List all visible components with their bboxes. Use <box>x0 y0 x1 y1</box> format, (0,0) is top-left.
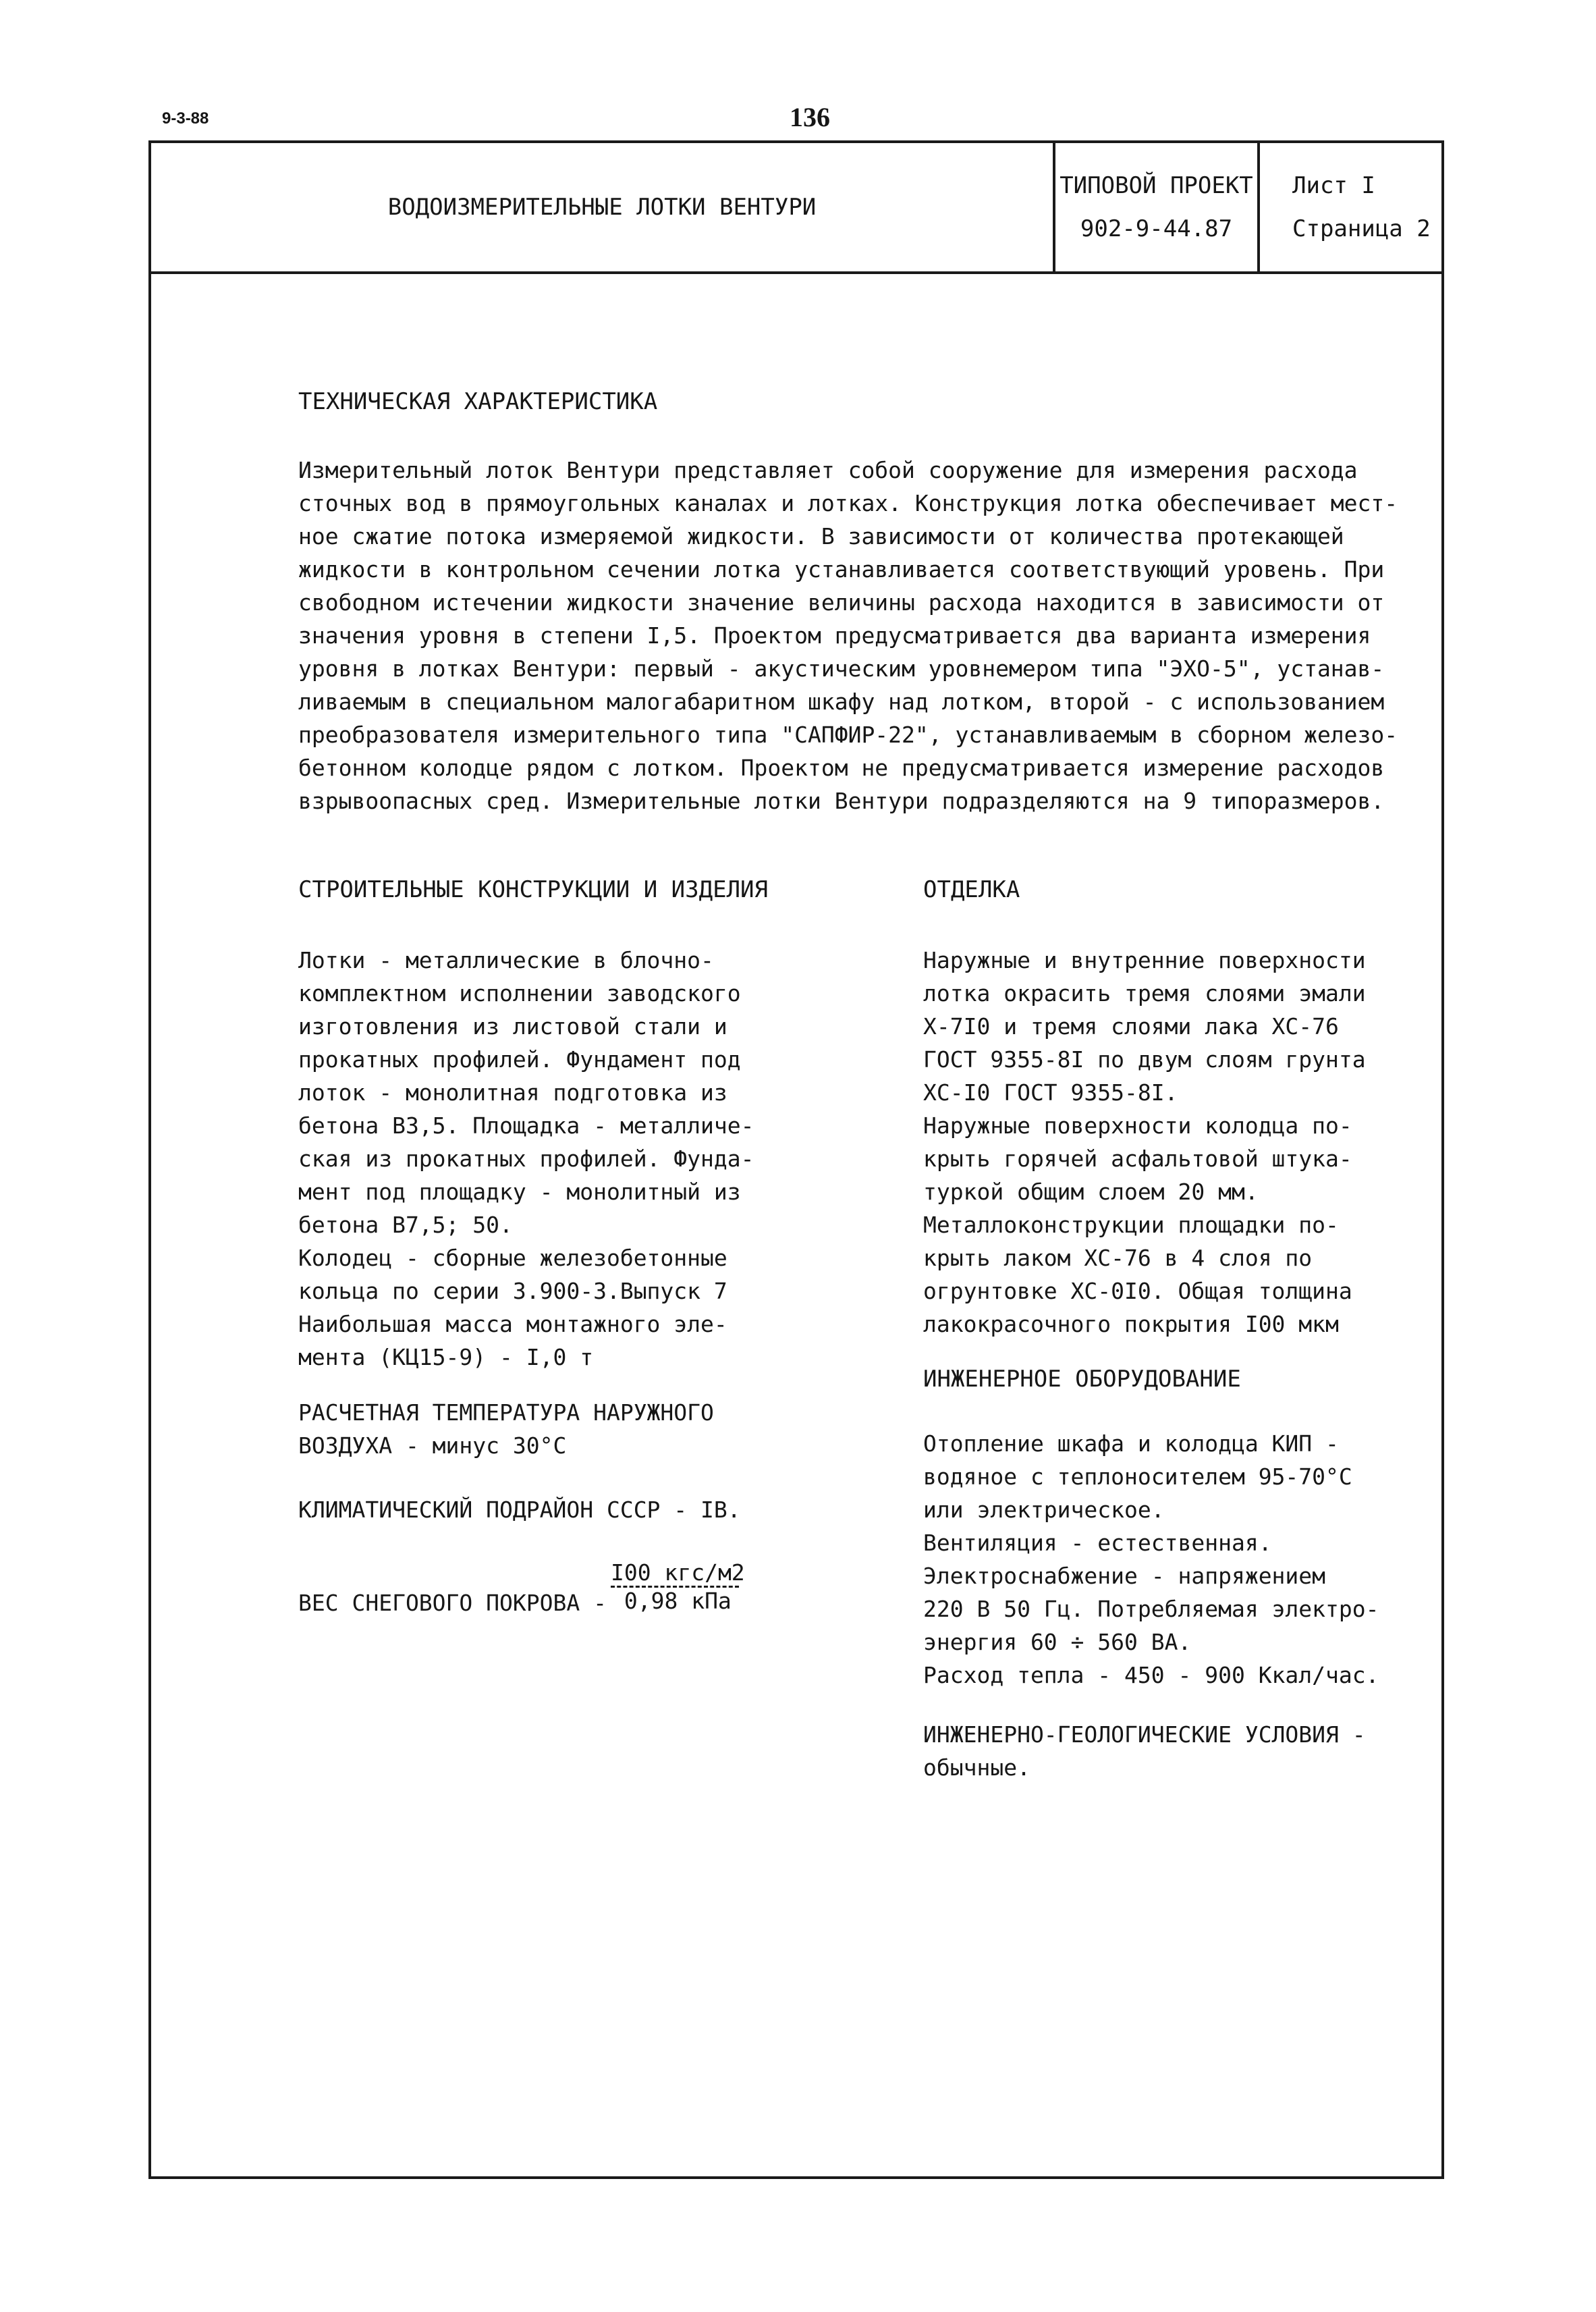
snow-numerator: I00 кгс/м2 <box>611 1559 745 1586</box>
snow-denominator: 0,98 кПа <box>624 1588 732 1614</box>
climate-text: КЛИМАТИЧЕСКИЙ ПОДРАЙОН СССР - IВ. <box>298 1497 741 1523</box>
construction-text: Лотки - металлические в блочно- комплектном исполнении заводского изготовления из листовой стали и прокатных профилей. Фундамент под лоток - монолитная подготовка из бетона В3,5. Площадка - металличе- ская из прокатных профилей. Фунда- мент под площадку - монолитный из бетона В7,5; 50. Колодец - сборные железобетонные кольца по серии 3.900-3.Выпуск 7 Наибольшая масса монтажного эле- мента (КЦ15-9) - I,0 т <box>298 947 754 1370</box>
snow-label: ВЕС СНЕГОВОГО ПОКРОВА - <box>298 1590 607 1616</box>
sheet-cell <box>1260 143 1441 271</box>
project-label: ТИПОВОЙ ПРОЕКТ <box>1060 172 1253 199</box>
page-number: 136 <box>790 102 830 132</box>
document-title <box>151 143 1055 271</box>
tech-text: Измерительный лоток Вентури представляет собой сооружение для измерения расхода сточных вод в прямоугольных каналах и лотках. Конструкция лотка обеспечивает мест- ное сжатие потока измеряемой жидкости. В зависимости от количества протекающей жидкости в контрольном сечении лотка устанавливается соответствующий уровень. При свободном истечении жидкости значение величины расхода находится в зависимости от значения уровня в степени I,5. Проектом предусматривается два варианта измерения уровня в лотках Вентури: первый - акустическим уровнемером типа "ЭХО-5", устанав- ливаемым в специальном малогабаритном шкафу над лотком, второй - с использованием преобразователя измерительного типа "САПФИР-22", устанавливаемым в сборном железо- бетонном колодце рядом с лотком. Проектом не предусматривается измерение расходов взрывоопасных сред. Измерительные лотки Вентури подразделяются на 9 типоразмеров. <box>298 457 1398 814</box>
finishing-text: Наружные и внутренние поверхности лотка окрасить тремя слоями эмали Х-7I0 и тремя слоями лака ХС-76 ГОСТ 9355-8I по двум слоям грунта ХС-I0 ГОСТ 9355-8I. Наружные поверхности колодца по- крыть горячей асфальтовой штука- туркой общим слоем 20 мм. Металлоконструкции площадки по- крыть лаком ХС-76 в 4 слоя по огрунтовке ХС-0I0. Общая толщина лакокрасочного покрытия I00 мкм <box>923 947 1366 1337</box>
document-title-text: ВОДОИЗМЕРИТЕЛЬНЫЕ ЛОТКИ ВЕНТУРИ <box>387 194 817 221</box>
sheet-label: Лист I <box>1292 172 1375 199</box>
project-number: 902-9-44.87 <box>1080 215 1233 242</box>
snow-fraction <box>611 1559 745 1614</box>
construction-heading: СТРОИТЕЛЬНЫЕ КОНСТРУКЦИИ И ИЗДЕЛИЯ <box>298 876 768 903</box>
tech-heading: ТЕХНИЧЕСКАЯ ХАРАКТЕРИСТИКА <box>298 388 658 415</box>
page-label: Страница 2 <box>1292 215 1431 242</box>
title-block <box>151 143 1441 274</box>
temperature-text: РАСЧЕТНАЯ ТЕМПЕРАТУРА НАРУЖНОГО ВОЗДУХА - минус 30°С <box>298 1399 714 1459</box>
geology-text: ИНЖЕНЕРНО-ГЕОЛОГИЧЕСКИЕ УСЛОВИЯ - обычные. <box>923 1721 1366 1781</box>
project-cell <box>1055 143 1260 271</box>
document-code: 9-3-88 <box>162 109 209 128</box>
engineering-text: Отопление шкафа и колодца КИП - водяное с теплоносителем 95-70°С или электрическое. Вентиляция - естественная. Электроснабжение - напряжением 220 В 50 Гц. Потребляемая электро- энергия 60 ÷ 560 ВА. Расход тепла - 450 - 900 Ккал/час. <box>923 1430 1379 1688</box>
finishing-heading: ОТДЕЛКА <box>923 876 1020 903</box>
engineering-heading: ИНЖЕНЕРНОЕ ОБОРУДОВАНИЕ <box>923 1366 1241 1393</box>
